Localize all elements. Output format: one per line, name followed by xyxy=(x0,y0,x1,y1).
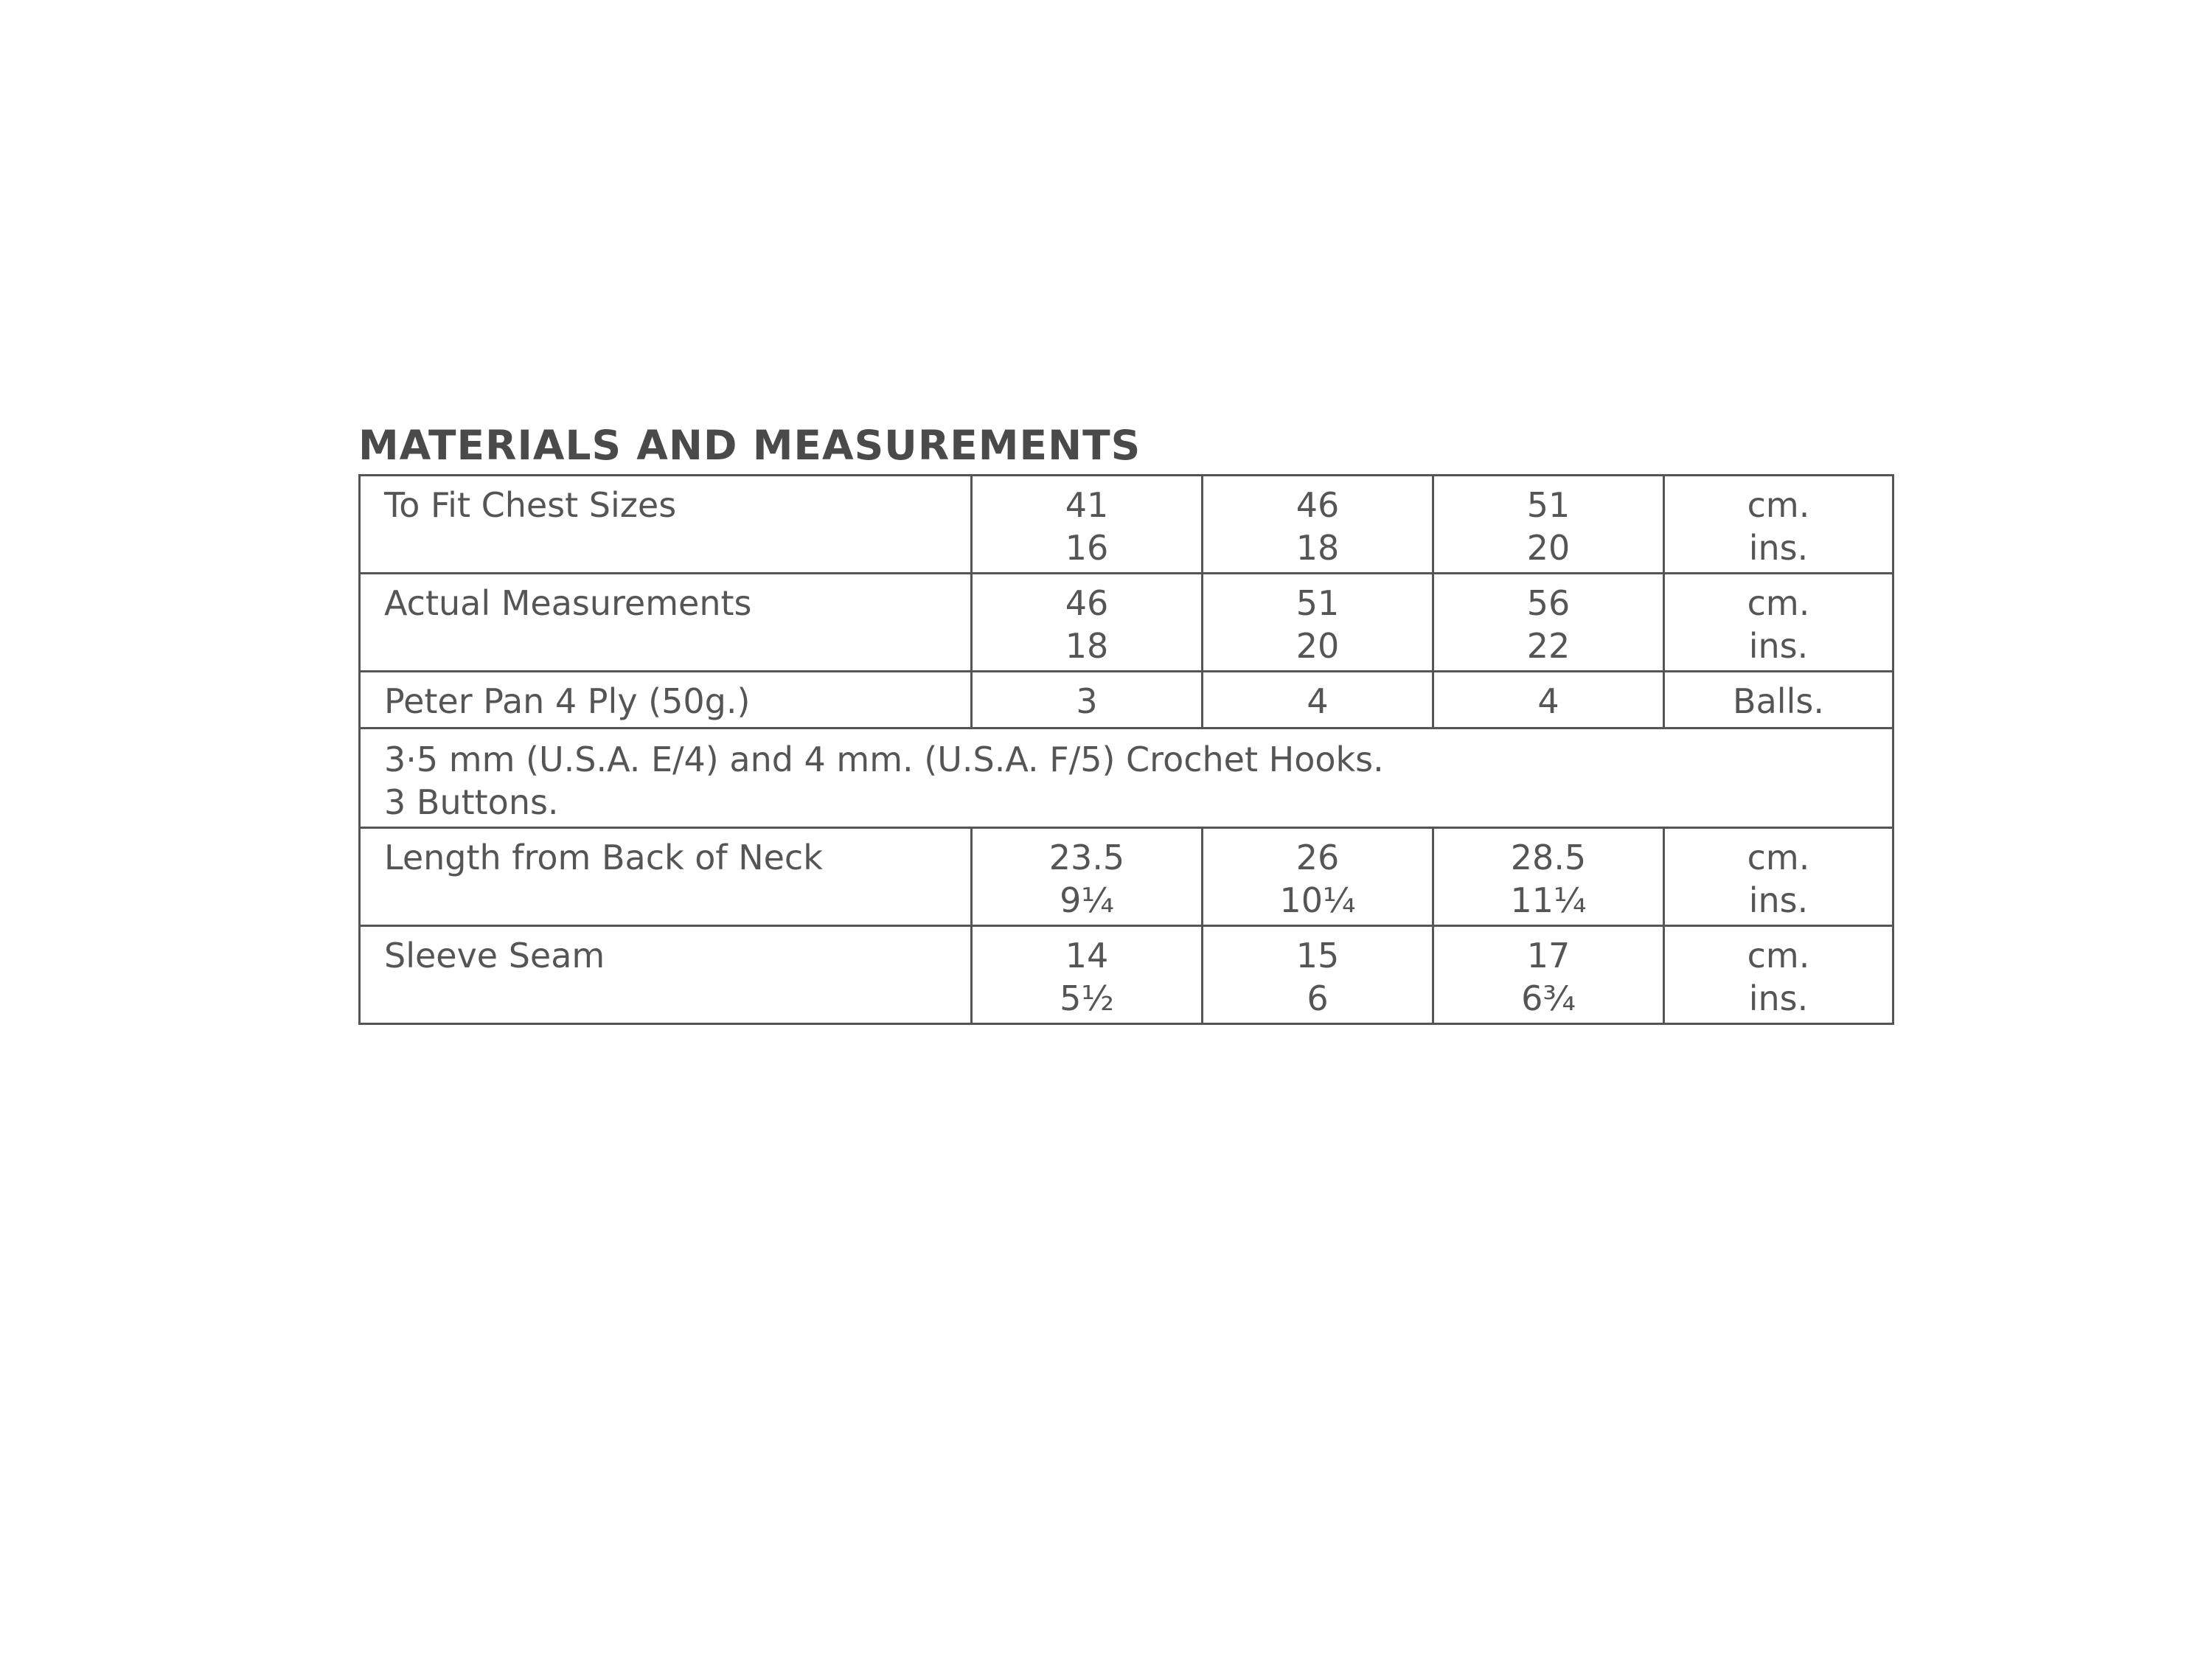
materials-measurements-table xyxy=(358,474,1894,1025)
table-row-actual-measurements xyxy=(360,574,1893,672)
table-row-length xyxy=(360,828,1893,926)
row-label: Sleeve Seam xyxy=(360,926,972,1024)
unit-cell: cm. ins. xyxy=(1664,828,1893,926)
size-1-cell: 14 5½ xyxy=(972,926,1203,1024)
size-1-cell: 23.5 9¼ xyxy=(972,828,1203,926)
size-3-cell: 4 xyxy=(1433,672,1664,728)
table-row-hooks-buttons xyxy=(360,728,1893,828)
table-row-yarn xyxy=(360,672,1893,728)
size-2-cell: 46 18 xyxy=(1203,476,1433,574)
size-3-cell: 56 22 xyxy=(1433,574,1664,672)
size-1-cell: 3 xyxy=(972,672,1203,728)
row-label: To Fit Chest Sizes xyxy=(360,476,972,574)
row-label: Peter Pan 4 Ply (50g.) xyxy=(360,672,972,728)
size-2-cell: 51 20 xyxy=(1203,574,1433,672)
table-row-sleeve-seam xyxy=(360,926,1893,1024)
size-2-cell: 15 6 xyxy=(1203,926,1433,1024)
table-row-chest-sizes xyxy=(360,476,1893,574)
unit-cell: cm. ins. xyxy=(1664,574,1893,672)
row-label: Actual Measurements xyxy=(360,574,972,672)
size-2-cell: 26 10¼ xyxy=(1203,828,1433,926)
unit-cell: cm. ins. xyxy=(1664,926,1893,1024)
unit-cell: Balls. xyxy=(1664,672,1893,728)
size-2-cell: 4 xyxy=(1203,672,1433,728)
materials-note-cell: 3·5 mm (U.S.A. E/4) and 4 mm. (U.S.A. F/5) Crochet Hooks. 3 Buttons. xyxy=(360,728,1893,828)
size-1-cell: 41 16 xyxy=(972,476,1203,574)
size-3-cell: 28.5 11¼ xyxy=(1433,828,1664,926)
row-label: Length from Back of Neck xyxy=(360,828,972,926)
size-3-cell: 51 20 xyxy=(1433,476,1664,574)
page-title: MATERIALS AND MEASUREMENTS xyxy=(358,422,1141,469)
unit-cell: cm. ins. xyxy=(1664,476,1893,574)
size-3-cell: 17 6¾ xyxy=(1433,926,1664,1024)
size-1-cell: 46 18 xyxy=(972,574,1203,672)
